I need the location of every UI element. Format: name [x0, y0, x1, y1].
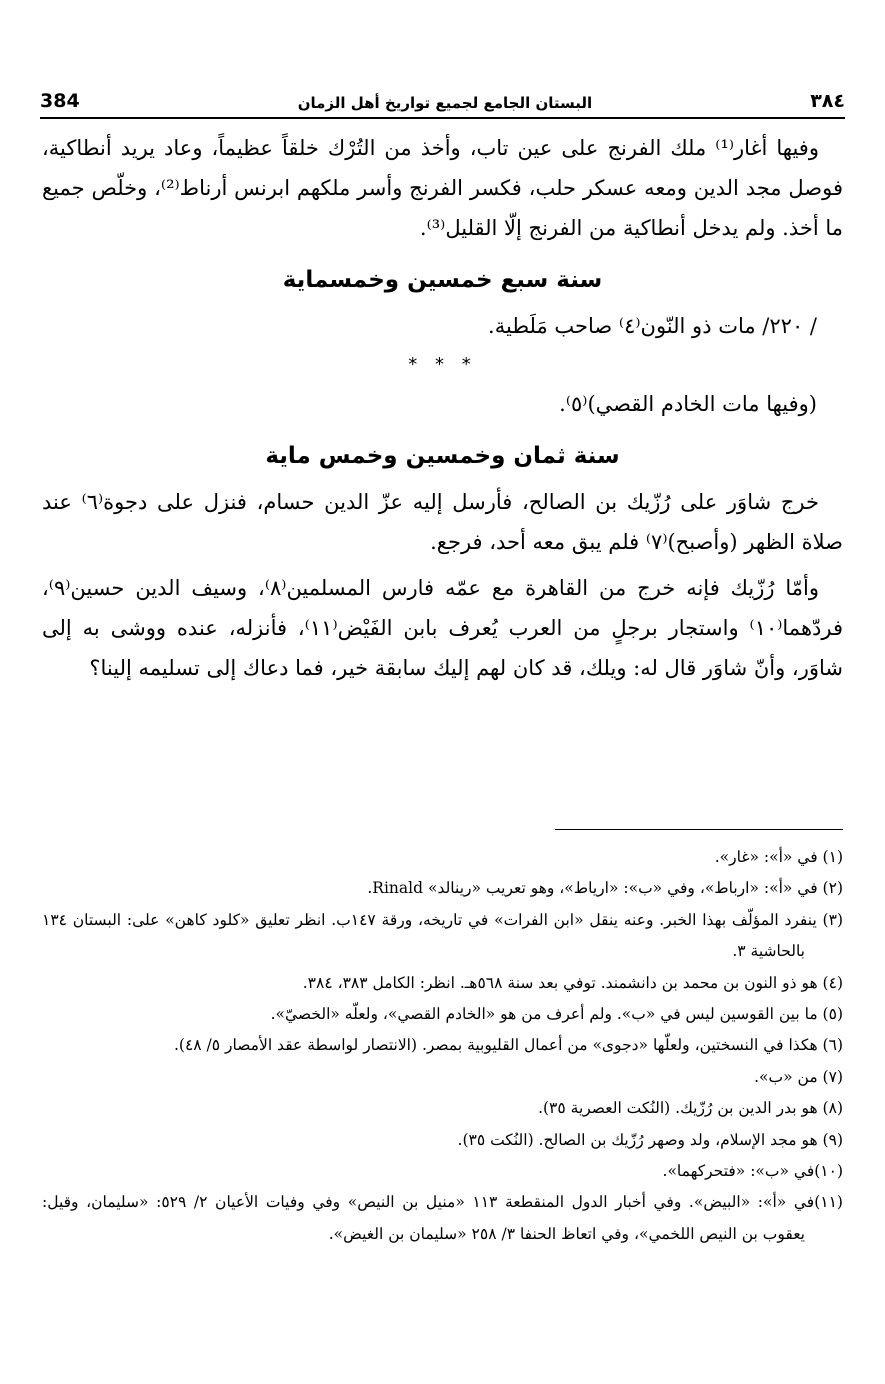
section-separator: * * * [408, 354, 477, 375]
footnote-10: (١٠)في «ب»: «فتحركهما». [662, 1162, 843, 1181]
footnote-11: (١١)في «أ»: «البيض». وفي أخبار الدول المنقطعة ١١٣ «منيل بن النيص» وفي وفيات الأعيان ٢/ ٥٢٩: «سليمان، وقيل: يعقوب بن النيص اللخمي»، وفي اتعاظ الحنفا ٣/ ٢٥٨ «سليمان بن الغيض». [42, 1193, 843, 1243]
footnote-7: (٧) من «ب». [754, 1067, 843, 1086]
page-number-arabic: ٣٨٤ [810, 90, 845, 112]
footnote-4: (٤) هو ذو النون بن محمد بن دانشمند. توفي بعد سنة ٥٦٨هـ. انظر: الكامل ٣٨٣، ٣٨٤. [302, 973, 843, 992]
footnote-9: (٩) هو مجد الإسلام، ولد وصهر رُزّيك بن الصالح. (النُكت ٣٥). [457, 1130, 843, 1149]
footnote-5: (٥) ما بين القوسين ليس في «ب». ولم أعرف من هو «الخادم القصي»، ولعلّه «الخصيّ». [270, 1005, 843, 1024]
footnote-8: (٨) هو بدر الدين بن رُزّيك. (النُكت العصرية ٣٥). [538, 1099, 843, 1118]
paragraph-2: / ٢٢٠/ مات ذو النّون⁽٤⁾ صاحب مَلَطية. [488, 314, 817, 338]
page-number-latin: 384 [40, 90, 80, 112]
paragraph-3: (وفيها مات الخادم القصي)⁽٥⁾. [559, 392, 817, 416]
footnote-6: (٦) هكذا في النسختين، ولعلّها «دجوى» من أعمال القليوبية بمصر. (الانتصار لواسطة عقد الأمصار ٥/ ٤٨). [173, 1036, 843, 1055]
footnote-2: (٢) في «أ»: «ارباط»، وفي «ب»: «ارياط»، وهو تعريب «رينالد» Rinald. [367, 879, 843, 898]
main-text [42, 128, 843, 688]
header-rule [40, 117, 845, 119]
footnote-3: (٣) ينفرد المؤلّف بهذا الخبر. وعنه ينقل «ابن الفرات» في تاريخه، ورقة ١٤٧ب. انظر تعليق «كلود كاهن» على: البستان ١٣٤ بالحاشية ٣. [42, 910, 843, 961]
section-heading-557: سنة سبع خمسين وخمسماية [282, 267, 603, 293]
paragraph-5: وأمّا رُزّيك فإنه خرج من القاهرة مع عمّه فارس المسلمين⁽٨⁾، وسيف الدين حسين⁽٩⁾، فردّهما⁽١٠⁾ واستجار برجلٍ من العرب يُعرف بابن الفَيْض⁽١١⁾، فأنزله، عنده ووشى به إلى شاوَر، وأنّ شاوَر قال له: ويلك، قد كان لهم إليك سابقة خير، فما دعاك إلى تسليمه إلينا؟ [42, 576, 843, 680]
section-heading-558: سنة ثمان وخمسين وخمس ماية [265, 443, 620, 469]
book-title: البستان الجامع لجميع تواريخ أهل الزمان [297, 94, 593, 112]
paragraph-4: خرج شاوَر على رُزّيك بن الصالح، فأرسل إليه عزّ الدين حسام، فنزل على دجوة⁽٦⁾ عند صلاة الظهر (وأصبح)⁽٧⁾ فلم يبق معه أحد، فرجع. [42, 490, 843, 554]
footnotes [42, 842, 843, 1250]
footnote-rule [555, 829, 843, 830]
running-header [40, 72, 845, 112]
paragraph-1: وفيها أغار⁽¹⁾ ملك الفرنج على عين تاب، وأخذ من التُرْك خلقاً عظيماً، وعاد يريد أنطاكية، فوصل مجد الدين ومعه عسكر حلب، فكسر الفرنج وأسر ملكهم ابرنس أرناط⁽²⁾، وخلّص جميع ما أخذ. ولم يدخل أنطاكية من الفرنج إلّا القليل⁽³⁾. [42, 136, 843, 240]
footnote-1: (١) في «أ»: «غار». [714, 848, 843, 866]
